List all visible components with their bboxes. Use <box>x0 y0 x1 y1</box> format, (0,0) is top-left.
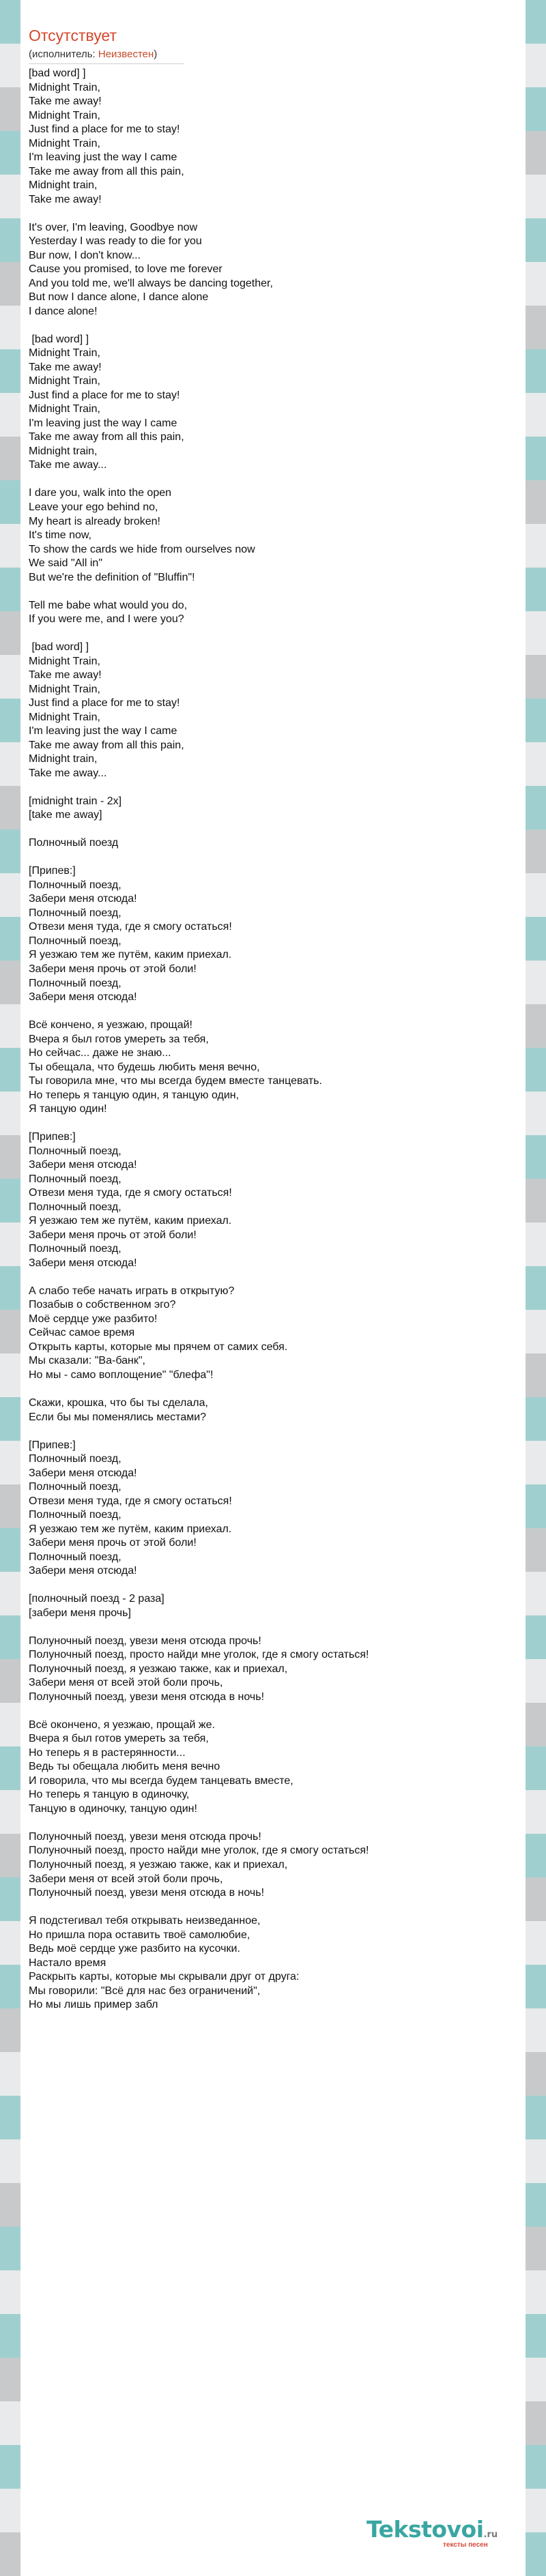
stripe-band-left <box>0 437 20 480</box>
stripe-band-left <box>0 786 20 830</box>
stripe-band-left <box>0 611 20 655</box>
stripe-band-right <box>526 1572 546 1615</box>
stripe-band-right <box>526 1135 546 1179</box>
stripe-band-left <box>0 1703 20 1746</box>
stripe-band-right <box>526 830 546 873</box>
stripe-band-left <box>0 873 20 917</box>
stripe-band-left <box>0 1179 20 1223</box>
stripe-band-right <box>526 1790 546 1834</box>
stripe-band-right <box>526 1528 546 1572</box>
stripe-band-left <box>0 393 20 437</box>
stripe-band-left <box>0 1834 20 1877</box>
stripe-band-right <box>526 917 546 961</box>
stripe-band-right <box>526 699 546 742</box>
stripe-band-left <box>0 917 20 961</box>
stripe-band-left <box>0 2008 20 2052</box>
stripe-band-right <box>526 1659 546 1703</box>
stripe-band-right <box>526 1746 546 1790</box>
stripe-band-left <box>0 699 20 742</box>
stripe-band-right <box>526 1310 546 1353</box>
stripe-band-right <box>526 1615 546 1659</box>
stripe-band-right <box>526 2358 546 2401</box>
stripe-band-left <box>0 1790 20 1834</box>
stripe-band-right <box>526 1223 546 1266</box>
stripe-band-right <box>526 2183 546 2227</box>
stripe-band-right <box>526 44 546 87</box>
stripe-band-right <box>526 786 546 830</box>
stripe-band-right <box>526 218 546 262</box>
stripe-band-right <box>526 175 546 218</box>
stripe-band-left <box>0 1746 20 1790</box>
stripe-band-left <box>0 1965 20 2008</box>
lyrics-text: [bad word] ] Midnight Train, Take me away! Midnight Train, Just find a place for me to stay! Midnight Train, I'm leaving just the way I came Take me away from all this pain, Midnight train, Take me away! It's over, I'm leaving, Goodbye now Yesterday I was ready to die for you Bur now, I don't know... Cause you promised, to love me forever And you told me, we'll always be dancing together, But now I dance alone, I dance alone I dance alone! [bad word] ] Midnight Train, Take me away! Midnight Train, Just find a place for me to stay! Midnight Train, I'm leaving just the way I came Take me away from all this pain, Midnight train, Take me away... I dare you, walk into the open Leave your ego behind no, My heart is already broken! It's time now, To show the cards we hide from ourselves now We said "All in" But we're the definition of "Bluffin"! Tell me babe what would you do, If you were me, and I were you? [bad word] ] Midnight Train, Take me away! Midnight Train, Just find a place for me to stay! Midnight Train, I'm leaving just the way I came Take me away from all this pain, Midnight train, Take me away... [midnight train - 2x] [take me away] Полночный поезд [Припев:] Полночный поезд, Забери меня отсюда! Полночный поезд, Отвези меня туда, где я смогу остаться! Полночный поезд, Я уезжаю тем же путём, каким приехал. Забери меня прочь от этой боли! Полночный поезд, Забери меня отсюда! Всё кончено, я уезжаю, прощай! Вчера я был готов умереть за тебя, Но сейчас... даже не знаю... Ты обещала, что будешь любить меня вечно, Ты говорила мне, что мы всегда будем вместе танцевать. Но теперь я танцую один, я танцую один, Я танцую один! [Припев:] Полночный поезд, Забери меня отсюда! Полночный поезд, Отвези меня туда, где я смогу остаться! Полночный поезд, Я уезжаю тем же путём, каким приехал. Забери меня прочь от этой боли! Полночный поезд, Забери меня отсюда! А слабо тебе начать играть в открытую? Позабыв о собственном эго? Моё сердце уже разбито! Сейчас самое время Открыть карты, которые мы прячем от самих себя. Мы сказали: "Ва-банк", Но мы - само воплощение" "блефа"! Скажи, крошка, что бы ты сделала, Если бы мы поменялись местами? [Припев:] Полночный поезд, Забери меня отсюда! Полночный поезд, Отвези меня туда, где я смогу остаться! Полночный поезд, Я уезжаю тем же путём, каким приехал. Забери меня прочь от этой боли! Полночный поезд, Забери меня отсюда! [полночный поезд - 2 раза] [забери меня прочь] Полуночный поезд, увези меня отсюда прочь! Полуночный поезд, просто найди мне уголок, где я смогу остаться! Полуночный поезд, я уезжаю также, как и приехал, Забери меня от всей этой боли прочь, Полуночный поезд, увези меня отсюда в ночь! Всё окончено, я уезжаю, прощай же. Вчера я был готов умереть за тебя, Но теперь я в растерянности... Ведь ты обещала любить меня вечно И говорила, что мы всегда будем танцевать вместе, Но теперь я танцую в одиночку, Танцую в одиночку, танцую один! Полуночный поезд, увези меня отсюда прочь! Полуночный поезд, просто найди мне уголок, где я смогу остаться! Полуночный поезд, я уезжаю также, как и приехал, Забери меня от всей этой боли прочь, Полуночный поезд, увези меня отсюда в ночь! Я подстегивал тебя открывать неизведанное, Но пришла пора оставить твоё самолюбие, Ведь моё сердце уже разбито на кусочки. Настало время Раскрыть карты, которые мы скрывали друг от друга: Мы говорили: "Всё для нас без ограничений", Но мы лишь пример забл <box>29 68 369 2011</box>
stripe-band-right <box>526 1179 546 1223</box>
stripe-band-left <box>0 1004 20 1048</box>
stripe-band-left <box>0 1353 20 1397</box>
stripe-band-left <box>0 0 20 44</box>
stripe-band-right <box>526 2008 546 2052</box>
stripe-band-left <box>0 1266 20 1310</box>
stripe-band-left <box>0 1615 20 1659</box>
stripe-band-right <box>526 1397 546 1441</box>
stripe-band-right <box>526 2052 546 2096</box>
stripe-band-right <box>526 611 546 655</box>
lyrics-page <box>20 0 526 2572</box>
stripe-band-left <box>0 218 20 262</box>
stripe-band-right <box>526 961 546 1004</box>
stripe-band-right <box>526 349 546 393</box>
stripe-band-right <box>526 131 546 175</box>
stripe-band-right <box>526 87 546 131</box>
stripe-band-right <box>526 568 546 611</box>
stripe-band-left <box>0 2314 20 2358</box>
stripe-band-right <box>526 524 546 568</box>
stripe-band-left <box>0 1528 20 1572</box>
stripe-band-left <box>0 2183 20 2227</box>
stripe-band-right <box>526 1092 546 1135</box>
stripe-band-left <box>0 1921 20 1965</box>
artist-line <box>29 48 157 61</box>
stripe-band-left <box>0 2052 20 2096</box>
stripe-band-left <box>0 1135 20 1179</box>
stripe-band-right <box>526 0 546 44</box>
stripe-band-left <box>0 568 20 611</box>
stripe-band-left <box>0 2227 20 2270</box>
title-divider <box>29 63 184 64</box>
stripe-band-right <box>526 1004 546 1048</box>
stripe-band-right <box>526 2314 546 2358</box>
stripe-band-right <box>526 1484 546 1528</box>
logo-tagline: тексты песен <box>443 2541 488 2549</box>
stripe-band-left <box>0 1441 20 1484</box>
artist-prefix: (исполнитель: <box>29 48 98 60</box>
site-logo[interactable] <box>367 2513 523 2556</box>
stripe-band-right <box>526 306 546 349</box>
stripe-band-left <box>0 2401 20 2445</box>
stripe-band-right <box>526 873 546 917</box>
song-title: Отсутствует <box>29 27 117 44</box>
stripe-band-left <box>0 44 20 87</box>
stripe-band-right <box>526 2227 546 2270</box>
stripe-band-left <box>0 742 20 786</box>
stripe-band-left <box>0 524 20 568</box>
logo-tld: .ru <box>483 2530 498 2540</box>
stripe-band-left <box>0 131 20 175</box>
stripe-band-left <box>0 306 20 349</box>
stripe-band-right <box>526 1441 546 1484</box>
stripe-band-right <box>526 2401 546 2445</box>
stripe-band-left <box>0 175 20 218</box>
stripe-band-right <box>526 655 546 699</box>
stripe-band-right <box>526 437 546 480</box>
stripe-band-left <box>0 480 20 524</box>
stripe-band-left <box>0 961 20 1004</box>
stripe-band-right <box>526 2270 546 2314</box>
stripe-band-right <box>526 2445 546 2489</box>
stripe-band-left <box>0 1092 20 1135</box>
stripe-band-left <box>0 87 20 131</box>
stripe-band-right <box>526 1353 546 1397</box>
stripe-band-right <box>526 1965 546 2008</box>
stripe-band-left <box>0 2489 20 2532</box>
stripe-band-right <box>526 1048 546 1092</box>
stripe-band-left <box>0 1397 20 1441</box>
stripe-band-left <box>0 2445 20 2489</box>
logo-name: Tekstovoi <box>367 2516 484 2543</box>
artist-suffix: ) <box>154 48 158 60</box>
stripe-band-right <box>526 393 546 437</box>
stripe-band-left <box>0 1310 20 1353</box>
stripe-band-right <box>526 742 546 786</box>
stripe-band-right <box>526 1834 546 1877</box>
stripe-band-left <box>0 2270 20 2314</box>
stripe-band-left <box>0 262 20 306</box>
stripe-band-right <box>526 2532 546 2576</box>
stripe-band-right <box>526 262 546 306</box>
stripe-band-left <box>0 2139 20 2183</box>
artist-link[interactable]: Неизвестен <box>98 48 154 60</box>
stripe-band-left <box>0 1048 20 1092</box>
stripe-band-right <box>526 2139 546 2183</box>
stripe-band-left <box>0 1877 20 1921</box>
stripe-band-right <box>526 1703 546 1746</box>
stripe-band-left <box>0 655 20 699</box>
stripe-band-left <box>0 830 20 873</box>
stripe-band-left <box>0 2532 20 2576</box>
stripe-band-right <box>526 2489 546 2532</box>
stripe-band-right <box>526 1921 546 1965</box>
stripe-band-left <box>0 349 20 393</box>
stripe-band-right <box>526 1266 546 1310</box>
stripe-band-right <box>526 1877 546 1921</box>
stripe-band-left <box>0 1484 20 1528</box>
stripe-band-right <box>526 2096 546 2139</box>
stripe-band-left <box>0 2358 20 2401</box>
stripe-band-left <box>0 2096 20 2139</box>
stripe-band-left <box>0 1659 20 1703</box>
stripe-band-right <box>526 480 546 524</box>
stripe-band-left <box>0 1572 20 1615</box>
stripe-band-left <box>0 1223 20 1266</box>
